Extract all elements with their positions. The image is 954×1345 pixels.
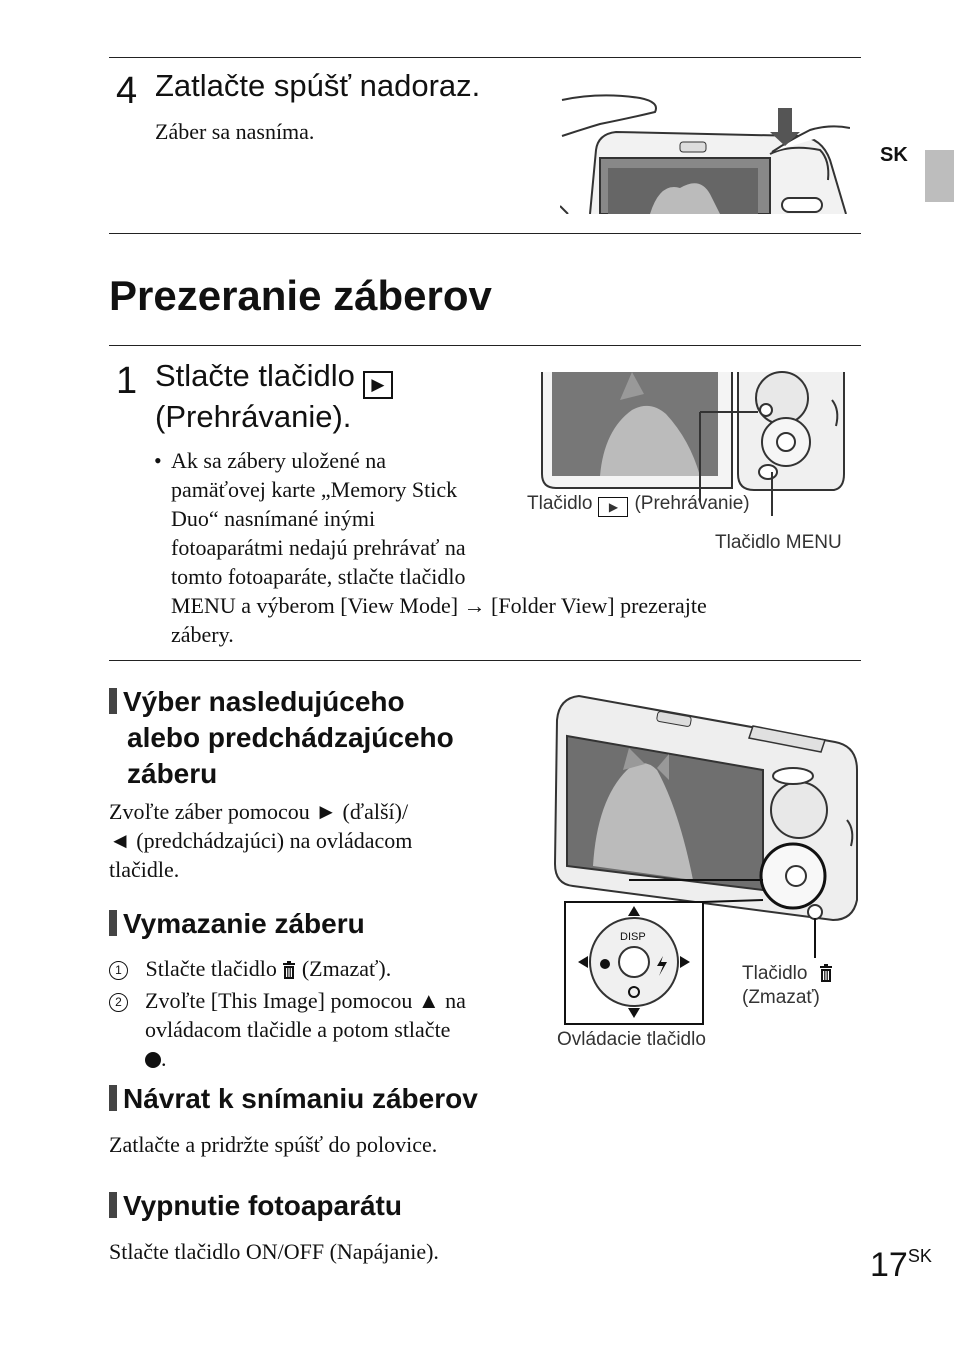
step4-title: Zatlačte spúšť nadoraz. — [155, 68, 481, 103]
caption-menu-button: Tlačidlo MENU — [715, 532, 842, 553]
rule-2 — [109, 233, 861, 234]
caption-delete-line1: Tlačidlo — [742, 963, 808, 984]
disp-label: DISP — [620, 931, 646, 943]
step4-number: 4 — [116, 70, 138, 112]
sub3-title — [109, 1081, 478, 1117]
page-number — [870, 1236, 932, 1285]
step1-number: 1 — [116, 360, 138, 402]
step1-title-line1: Stlačte tlačidlo — [155, 358, 355, 393]
sub1-title-line: Výber nasledujúceho — [123, 686, 405, 717]
step4-text: Záber sa nasníma. — [155, 119, 315, 144]
bullet-line: MENU a výberom [View Mode] → [Folder View] prezerajte — [171, 593, 707, 618]
trash-icon — [819, 964, 833, 982]
item-number-badge: 1 — [109, 961, 128, 980]
caption-control-button: Ovládacie tlačidlo — [557, 1029, 706, 1050]
sub1-text — [109, 797, 412, 884]
sub4-title — [109, 1188, 402, 1224]
bullet-line: tomto fotoaparáte, stlačte tlačidlo — [171, 564, 466, 589]
page-number-suffix: SK — [907, 1246, 932, 1266]
rule-3 — [109, 345, 861, 346]
step1-title-line2: (Prehrávanie). — [155, 399, 352, 434]
heading-bar — [109, 1085, 117, 1111]
sub2-item2-line: ovládacom tlačidle a potom stlačte — [145, 1017, 451, 1042]
bullet-line: Ak sa zábery uložené na — [171, 448, 387, 473]
sub1-text-line: ◄ (predchádzajúci) na ovládacom — [109, 828, 413, 853]
bullet-line: pamäťovej karte „Memory Stick — [171, 477, 458, 502]
play-icon-small: ▶ — [598, 497, 628, 517]
item-number-badge: 2 — [109, 993, 128, 1012]
sub2-item2-line: Zvoľte [This Image] pomocou ▲ na — [145, 988, 466, 1013]
top-rule — [109, 57, 861, 58]
sub3-text: Zatlačte a pridržte spúšť do polovice. — [109, 1132, 438, 1157]
sub2-item1 — [109, 954, 391, 983]
sub2-item1-text-b: (Zmazať). — [301, 956, 392, 981]
caption-delete-button — [742, 962, 833, 1010]
caption-play-suffix: (Prehrávanie) — [634, 493, 750, 514]
sub1-title-line: záberu — [127, 758, 218, 789]
sub2-title-text: Vymazanie záberu — [123, 908, 365, 939]
sub1-title — [109, 684, 454, 792]
sub2-item2-end: . — [161, 1046, 167, 1071]
sub4-text: Stlačte tlačidlo ON/OFF (Napájanie). — [109, 1239, 439, 1264]
sub1-text-line: Zvoľte záber pomocou ► (ďalší)/ — [109, 799, 409, 824]
section-title: Prezeranie záberov — [109, 272, 492, 319]
language-tab-marker — [925, 150, 954, 202]
sub2-title — [109, 906, 365, 942]
sub1-text-line: tlačidle. — [109, 857, 180, 882]
page-number-value: 17 — [870, 1246, 908, 1284]
bullet-line: fotoaparátmi nedajú prehrávať na — [171, 535, 466, 560]
center-button-icon — [145, 1052, 161, 1068]
heading-bar — [109, 910, 117, 936]
sub2-item1-text-a: Stlačte tlačidlo — [145, 956, 277, 981]
trash-icon — [282, 961, 296, 979]
heading-bar — [109, 688, 117, 714]
caption-play-button — [527, 492, 750, 517]
sub1-title-line: alebo predchádzajúceho — [127, 722, 454, 753]
caption-play-prefix: Tlačidlo — [527, 493, 593, 514]
rule-4 — [109, 660, 861, 661]
language-label: SK — [880, 144, 908, 166]
sub3-title-text: Návrat k snímaniu záberov — [123, 1083, 478, 1114]
sub4-title-text: Vypnutie fotoaparátu — [123, 1190, 402, 1221]
bullet-line: zábery. — [171, 622, 234, 647]
bullet-line: Duo“ nasnímané inými — [171, 506, 376, 531]
caption-delete-line2: (Zmazať) — [742, 987, 820, 1008]
bullet-mark: • — [154, 448, 162, 473]
heading-bar — [109, 1192, 117, 1218]
sub2-item2 — [109, 986, 466, 1071]
play-icon: ▶ — [363, 371, 393, 399]
step1-title — [155, 358, 393, 435]
shutter-press-illustration — [560, 90, 850, 214]
